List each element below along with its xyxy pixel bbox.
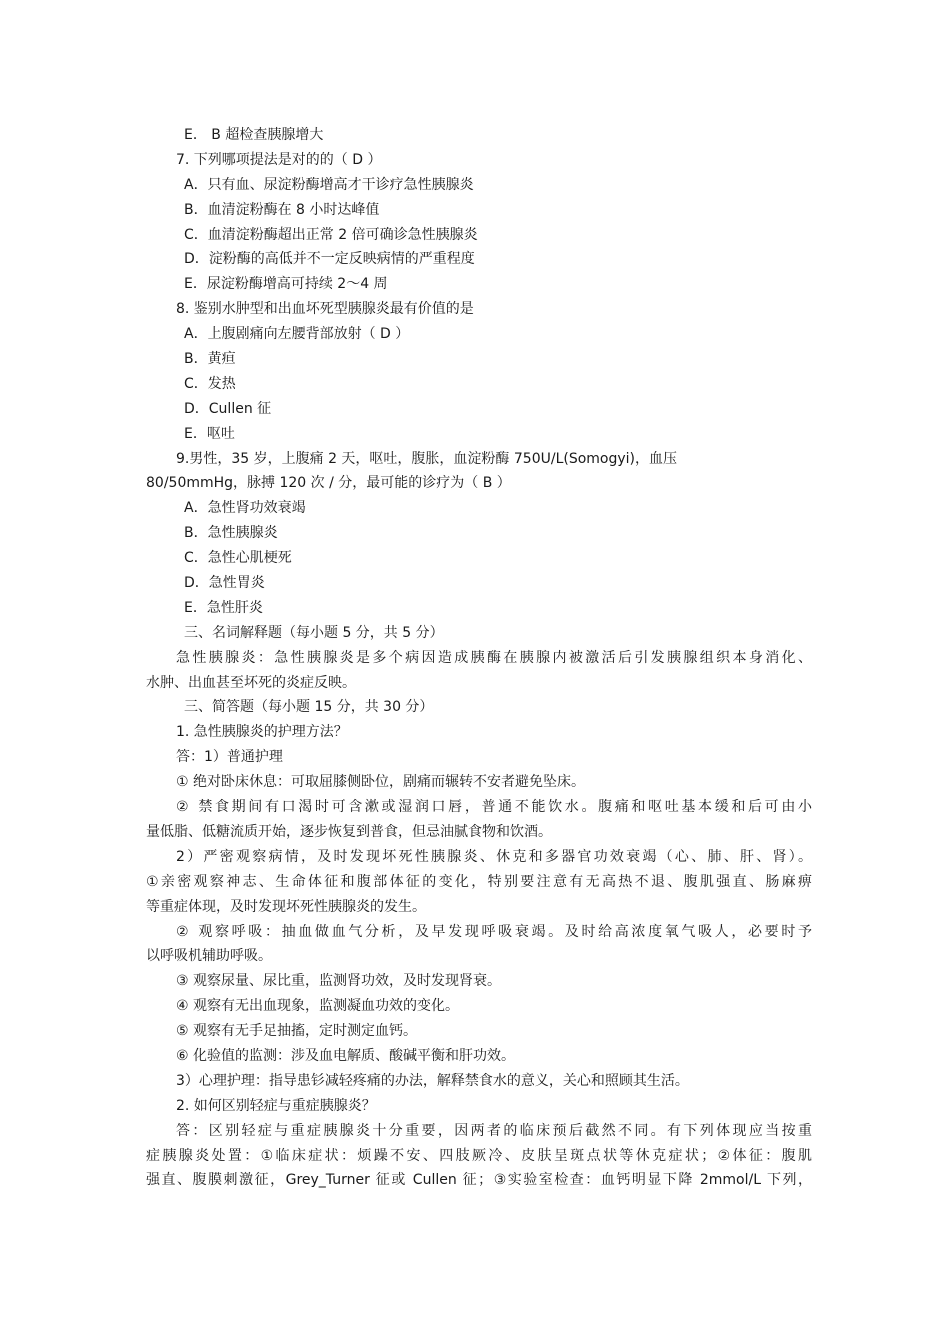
text-line: 3）心理护理：指导患钐减轻疼痛的办法，解释禁食水的意义，关心和照顾其生活。 [176, 1072, 689, 1089]
text-line: 答：区别轻症与重症胰腺炎十分重要，因两者的临床预后截然不同。有下列体现应当按重 [176, 1122, 812, 1139]
text-line: ④ 观察有无出血现象，监测凝血功效的变化。 [176, 998, 459, 1015]
text-line: C．急性心肌梗死 [184, 550, 292, 567]
text-line: ①亲密观察神志、生命体征和腹部体征的变化，特别要注意有无高热不退、腹肌强直、肠麻痹 [146, 873, 812, 890]
document-body [146, 123, 812, 1193]
text-line: 8. 鉴别水肿型和出血坏死型胰腺炎最有价值的是 [176, 301, 474, 318]
text-line: E．呕吐 [184, 425, 235, 442]
text-line: E．急性肝炎 [184, 599, 263, 616]
text-line: ② 禁食期间有口渴时可含漱或湿润口唇，普通不能饮水。腹痛和呕吐基本缓和后可由小 [176, 799, 812, 816]
text-line: 以呼吸机辅助呼吸。 [146, 948, 272, 965]
text-line: 答：1）普通护理 [176, 749, 283, 766]
text-line: ⑤ 观察有无手足抽搐，定时测定血钙。 [176, 1023, 417, 1040]
text-line: D．Cullen 征 [184, 400, 272, 417]
text-line: D．淀粉酶的高低并不一定反映病情的严重程度 [184, 251, 475, 268]
text-line: 2. 如何区别轻症与重症胰腺炎？ [176, 1097, 376, 1114]
text-line: D．急性胃炎 [184, 575, 265, 592]
text-line: 三、简答题（每小题 15 分，共 30 分） [184, 699, 434, 716]
text-line: 量低脂、低糖流质开始，逐步恢复到普食，但忌油腻食物和饮酒。 [146, 823, 552, 840]
text-line: 2）严密观察病情，及时发现坏死性胰腺炎、休克和多器官功效衰竭（心、肺、肝、肾）。 [176, 848, 812, 865]
text-line: ② 观察呼吸：抽血做血气分析，及早发现呼吸衰竭。及时给高浓度氧气吸人，必要时予 [176, 923, 812, 940]
text-line: E． B 超检查胰腺增大 [184, 127, 324, 143]
text-line: E．尿淀粉酶增高可持续 2～4 周 [184, 276, 388, 293]
text-line: 三、名词解释题（每小题 5 分，共 5 分） [184, 624, 444, 641]
text-line: 1. 急性胰腺炎的护理方法？ [176, 724, 348, 741]
text-line: 7. 下列哪项提法是对的的（ D ） [176, 151, 382, 168]
text-line: C．发热 [184, 375, 236, 392]
text-line: 水肿、出血甚至坏死的炎症反映。 [146, 674, 356, 691]
text-line: 症胰腺炎处置：①临床症状：烦躁不安、四肢厥冷、皮肤呈斑点状等休克症状；②体征：腹肌 [146, 1147, 812, 1164]
text-line: ① 绝对卧床休息：可取屈膝侧卧位，剧痛而辗转不安者避免坠床。 [176, 774, 585, 791]
text-line: A．急性肾功效衰竭 [184, 500, 306, 517]
text-line: C．血清淀粉酶超出正常 2 倍可确诊急性胰腺炎 [184, 226, 478, 243]
text-line: A．上腹剧痛向左腰背部放射（ D ） [184, 326, 410, 343]
text-line: 等重症体现，及时发现坏死性胰腺炎的发生。 [146, 898, 426, 915]
text-line: ⑥ 化验值的监测：涉及血电解质、酸碱平衡和肝功效。 [176, 1047, 515, 1064]
text-line: B．黄疸 [184, 351, 236, 368]
text-line: 9.男性，35 岁，上腹痛 2 天，呕吐，腹胀，血淀粉酶 750U/L(Somogyi)，血压 [176, 450, 678, 467]
text-line: B．血清淀粉酶在 8 小时达峰值 [184, 201, 380, 218]
text-line: 急性胰腺炎：急性胰腺炎是多个病因造成胰酶在胰腺内被激活后引发胰腺组织本身消化、 [176, 649, 812, 666]
text-line: 80/50mmHg，脉搏 120 次 / 分，最可能的诊疗为（ B ） [146, 475, 511, 492]
text-line: A．只有血、尿淀粉酶增高才干诊疗急性胰腺炎 [184, 176, 474, 193]
text-line: B．急性胰腺炎 [184, 525, 278, 542]
text-line: ③ 观察尿量、尿比重，监测肾功效，及时发现肾衰。 [176, 973, 501, 990]
text-line: 强直、腹膜刺激征，Grey_Turner 征或 Cullen 征；③实验室检查：血钙明显下降 2mmol/L 下列， [146, 1172, 812, 1189]
